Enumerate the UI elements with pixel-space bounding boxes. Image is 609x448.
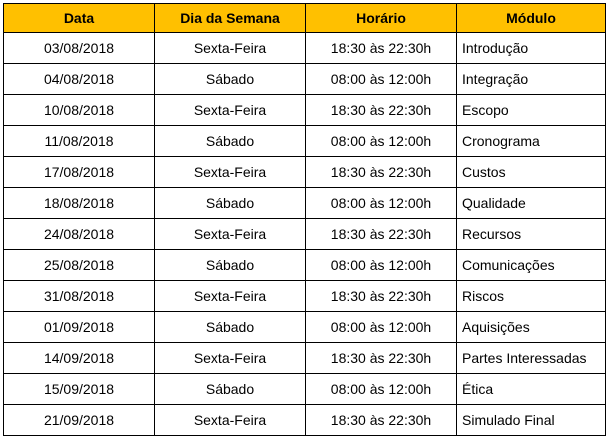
date-cell: 10/08/2018 xyxy=(4,95,155,126)
module-cell: Comunicações xyxy=(457,250,606,281)
date-cell: 25/08/2018 xyxy=(4,250,155,281)
date-cell: 21/09/2018 xyxy=(4,405,155,436)
weekday-cell: Sábado xyxy=(155,250,306,281)
date-cell: 14/09/2018 xyxy=(4,343,155,374)
date-cell: 03/08/2018 xyxy=(4,33,155,64)
date-cell: 15/09/2018 xyxy=(4,374,155,405)
time-cell: 08:00 às 12:00h xyxy=(306,188,457,219)
module-cell: Ética xyxy=(457,374,606,405)
module-cell: Escopo xyxy=(457,95,606,126)
date-cell: 11/08/2018 xyxy=(4,126,155,157)
weekday-cell: Sexta-Feira xyxy=(155,343,306,374)
weekday-cell: Sexta-Feira xyxy=(155,219,306,250)
weekday-cell: Sábado xyxy=(155,312,306,343)
module-cell: Riscos xyxy=(457,281,606,312)
header-row xyxy=(4,4,606,33)
module-cell: Integração xyxy=(457,64,606,95)
time-cell: 08:00 às 12:00h xyxy=(306,64,457,95)
time-cell: 18:30 às 22:30h xyxy=(306,281,457,312)
column-header-weekday: Dia da Semana xyxy=(155,4,306,33)
time-cell: 18:30 às 22:30h xyxy=(306,157,457,188)
time-cell: 08:00 às 12:00h xyxy=(306,250,457,281)
column-header-module: Módulo xyxy=(457,4,606,33)
module-cell: Introdução xyxy=(457,33,606,64)
module-cell: Qualidade xyxy=(457,188,606,219)
weekday-cell: Sexta-Feira xyxy=(155,281,306,312)
time-cell: 08:00 às 12:00h xyxy=(306,312,457,343)
module-cell: Custos xyxy=(457,157,606,188)
time-cell: 08:00 às 12:00h xyxy=(306,374,457,405)
table-row xyxy=(4,64,606,95)
table-row xyxy=(4,219,606,250)
time-cell: 18:30 às 22:30h xyxy=(306,343,457,374)
weekday-cell: Sábado xyxy=(155,374,306,405)
module-cell: Recursos xyxy=(457,219,606,250)
module-cell: Aquisições xyxy=(457,312,606,343)
schedule-body xyxy=(4,33,606,436)
table-row xyxy=(4,95,606,126)
weekday-cell: Sábado xyxy=(155,64,306,95)
weekday-cell: Sábado xyxy=(155,188,306,219)
module-cell: Partes Interessadas xyxy=(457,343,606,374)
column-header-time: Horário xyxy=(306,4,457,33)
table-row xyxy=(4,374,606,405)
date-cell: 17/08/2018 xyxy=(4,157,155,188)
weekday-cell: Sexta-Feira xyxy=(155,405,306,436)
date-cell: 24/08/2018 xyxy=(4,219,155,250)
time-cell: 18:30 às 22:30h xyxy=(306,219,457,250)
date-cell: 18/08/2018 xyxy=(4,188,155,219)
table-row xyxy=(4,126,606,157)
table-row xyxy=(4,312,606,343)
table-row xyxy=(4,188,606,219)
table-row xyxy=(4,157,606,188)
table-row xyxy=(4,33,606,64)
column-header-date: Data xyxy=(4,4,155,33)
weekday-cell: Sábado xyxy=(155,126,306,157)
time-cell: 18:30 às 22:30h xyxy=(306,33,457,64)
time-cell: 08:00 às 12:00h xyxy=(306,126,457,157)
table-row xyxy=(4,250,606,281)
time-cell: 18:30 às 22:30h xyxy=(306,405,457,436)
module-cell: Simulado Final xyxy=(457,405,606,436)
weekday-cell: Sexta-Feira xyxy=(155,95,306,126)
time-cell: 18:30 às 22:30h xyxy=(306,95,457,126)
table-row xyxy=(4,281,606,312)
date-cell: 01/09/2018 xyxy=(4,312,155,343)
schedule-table xyxy=(3,3,606,436)
table-row xyxy=(4,343,606,374)
weekday-cell: Sexta-Feira xyxy=(155,33,306,64)
module-cell: Cronograma xyxy=(457,126,606,157)
weekday-cell: Sexta-Feira xyxy=(155,157,306,188)
table-row xyxy=(4,405,606,436)
date-cell: 04/08/2018 xyxy=(4,64,155,95)
date-cell: 31/08/2018 xyxy=(4,281,155,312)
